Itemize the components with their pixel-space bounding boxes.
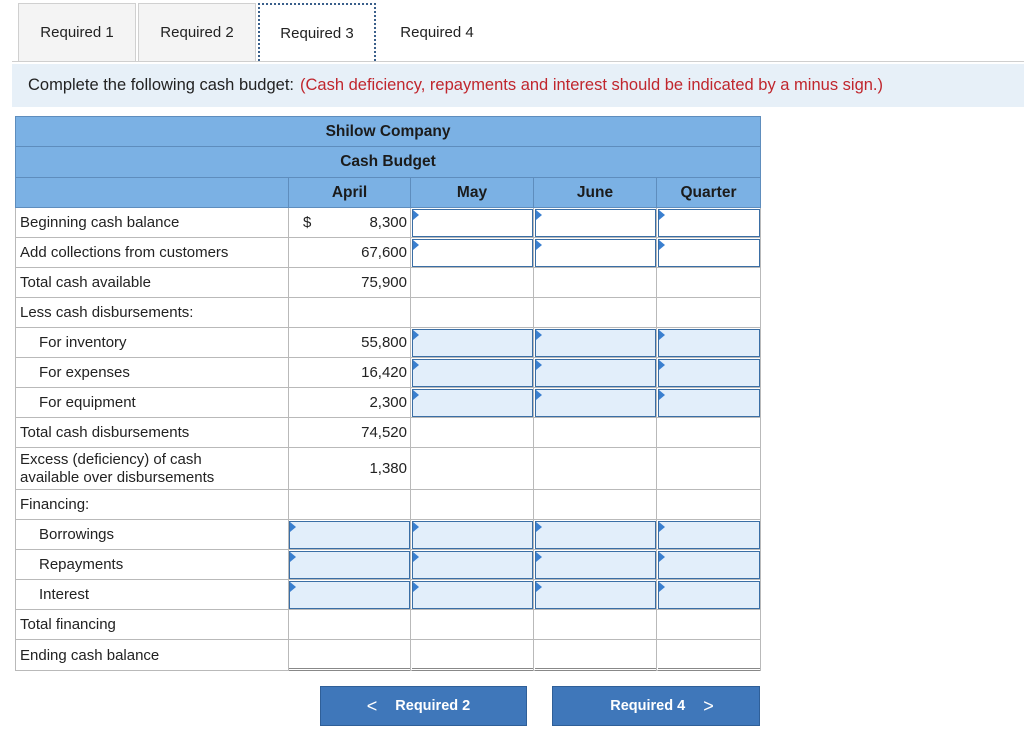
double-underline xyxy=(535,668,656,671)
double-underline xyxy=(658,668,760,671)
row-label: Borrowings xyxy=(39,526,115,543)
quarter-inventory-input[interactable] xyxy=(658,329,760,357)
quarter-collections-input[interactable] xyxy=(658,239,760,267)
header-company-band xyxy=(15,116,761,147)
column-header-april: April xyxy=(288,177,411,208)
table-row xyxy=(15,520,761,550)
row-label: Total financing xyxy=(20,616,116,633)
may-borrowings-input[interactable] xyxy=(412,521,533,549)
table-row xyxy=(15,328,761,358)
may-equipment-input[interactable] xyxy=(412,389,533,417)
may-beginning-cash-input[interactable] xyxy=(412,209,533,237)
column-header-quarter: Quarter xyxy=(656,177,761,208)
row-label-line: available over disbursements xyxy=(20,468,215,486)
april-value: 8,300 xyxy=(369,214,407,231)
april-interest-input[interactable] xyxy=(289,581,410,609)
column-header-june: June xyxy=(533,177,657,208)
june-equipment-input[interactable] xyxy=(535,389,656,417)
table-row xyxy=(15,238,761,268)
row-label: For inventory xyxy=(39,334,127,351)
tab-required-3[interactable]: Required 3 xyxy=(258,3,376,61)
company-name: Shilow Company xyxy=(325,123,451,140)
prev-button-label: Required 2 xyxy=(395,698,471,714)
row-label: Ending cash balance xyxy=(20,646,160,664)
row-label: Repayments xyxy=(39,556,124,573)
table-row xyxy=(15,208,761,238)
table-row xyxy=(15,298,761,328)
tab-required-2[interactable]: Required 2 xyxy=(138,3,256,61)
tab-bar xyxy=(18,3,498,61)
table-row xyxy=(15,640,761,671)
april-borrowings-input[interactable] xyxy=(289,521,410,549)
row-label: Total cash available xyxy=(20,274,151,291)
instruction-text: Complete the following cash budget: xyxy=(28,76,294,94)
row-label: Financing: xyxy=(20,496,90,513)
quarter-repayments-input[interactable] xyxy=(658,551,760,579)
table-row xyxy=(15,418,761,448)
chevron-left-icon: < xyxy=(366,695,378,716)
april-value: 74,520 xyxy=(361,424,407,441)
tab-divider xyxy=(12,61,1024,62)
tab-required-4[interactable]: Required 4 xyxy=(378,3,496,61)
column-header-label xyxy=(15,177,289,208)
april-value: 67,600 xyxy=(361,244,407,261)
table-row xyxy=(15,358,761,388)
may-inventory-input[interactable] xyxy=(412,329,533,357)
table-row xyxy=(15,610,761,640)
dollar-sign: $ xyxy=(303,214,312,231)
column-header-may: May xyxy=(410,177,534,208)
budget-title: Cash Budget xyxy=(340,153,436,170)
table-row xyxy=(15,550,761,580)
chevron-right-icon: > xyxy=(703,695,714,716)
table-row xyxy=(15,490,761,520)
june-collections-input[interactable] xyxy=(535,239,656,267)
june-beginning-cash-input[interactable] xyxy=(535,209,656,237)
june-repayments-input[interactable] xyxy=(535,551,656,579)
april-value: 1,380 xyxy=(369,460,407,477)
table-row xyxy=(15,580,761,610)
double-underline xyxy=(412,668,533,671)
quarter-expenses-input[interactable] xyxy=(658,359,760,387)
april-value: 55,800 xyxy=(361,334,407,351)
next-button-label: Required 4 xyxy=(610,698,686,714)
june-borrowings-input[interactable] xyxy=(535,521,656,549)
header-title-band xyxy=(15,146,761,178)
april-value: 75,900 xyxy=(361,274,407,291)
may-repayments-input[interactable] xyxy=(412,551,533,579)
next-required-button[interactable] xyxy=(552,686,760,726)
june-inventory-input[interactable] xyxy=(535,329,656,357)
quarter-beginning-cash-input[interactable] xyxy=(658,209,760,237)
april-value: 2,300 xyxy=(369,394,407,411)
table-row xyxy=(15,448,761,490)
table-row xyxy=(15,268,761,298)
row-label: Total cash disbursements xyxy=(20,424,190,441)
quarter-interest-input[interactable] xyxy=(658,581,760,609)
table-row xyxy=(15,388,761,418)
row-label: For expenses xyxy=(39,364,130,381)
row-label: Less cash disbursements: xyxy=(20,304,194,321)
may-interest-input[interactable] xyxy=(412,581,533,609)
cash-budget-table xyxy=(15,116,761,671)
may-expenses-input[interactable] xyxy=(412,359,533,387)
row-label: Beginning cash balance xyxy=(20,214,180,231)
row-label-line: Excess (deficiency) of cash xyxy=(20,450,202,468)
quarter-equipment-input[interactable] xyxy=(658,389,760,417)
row-label xyxy=(20,448,214,489)
june-interest-input[interactable] xyxy=(535,581,656,609)
tab-required-1[interactable]: Required 1 xyxy=(18,3,136,61)
quarter-borrowings-input[interactable] xyxy=(658,521,760,549)
double-underline xyxy=(289,668,410,671)
june-expenses-input[interactable] xyxy=(535,359,656,387)
prev-required-button[interactable] xyxy=(320,686,527,726)
may-collections-input[interactable] xyxy=(412,239,533,267)
instruction-bar xyxy=(12,64,1024,107)
row-label: Interest xyxy=(39,586,90,603)
row-label: For equipment xyxy=(39,394,136,411)
april-repayments-input[interactable] xyxy=(289,551,410,579)
row-label: Add collections from customers xyxy=(20,244,229,261)
instruction-note: (Cash deficiency, repayments and interest should be indicated by a minus sign.) xyxy=(300,76,884,94)
april-value: 16,420 xyxy=(361,364,407,381)
